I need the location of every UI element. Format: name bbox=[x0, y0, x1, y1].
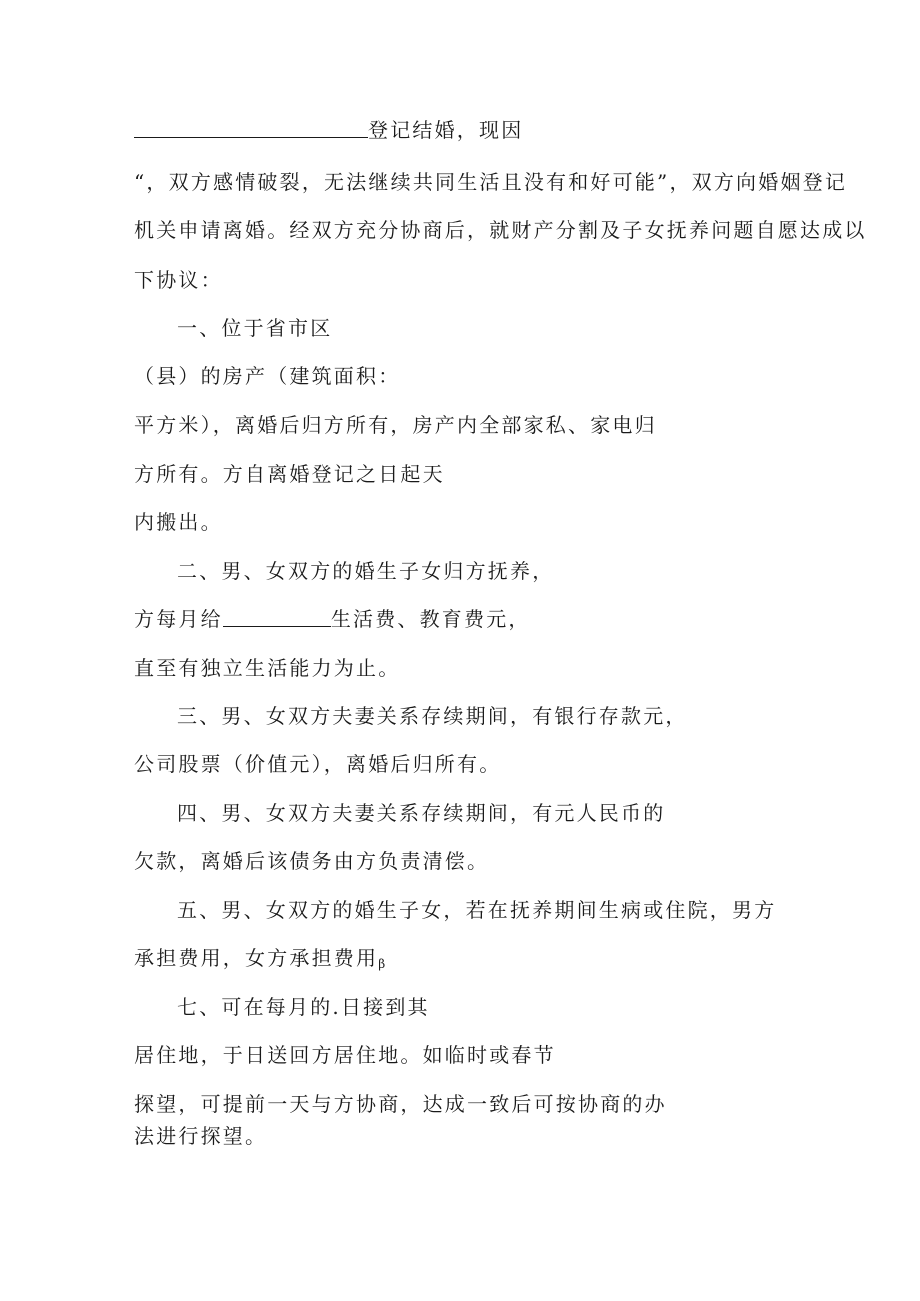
body-line: 直至有独立生活能力为止。 bbox=[134, 656, 401, 680]
marriage-registration-line bbox=[134, 118, 523, 142]
clause-two-heading: 二、男、女双方的婚生子女归方抚养， bbox=[177, 559, 555, 583]
clause-three-heading: 三、男、女双方夫妻关系存续期间，有银行存款元， bbox=[177, 704, 688, 728]
body-line: 公司股票（价值元），离婚后归所有。 bbox=[134, 752, 502, 776]
clause-one-heading: 一、位于省市区 bbox=[177, 316, 333, 340]
body-line: 探望，可提前一天与方协商，达成一致后可按协商的办 bbox=[134, 1092, 667, 1116]
stray-glyph: β bbox=[378, 957, 386, 971]
line-text: 登记结婚，现因 bbox=[368, 118, 524, 142]
body-line: 方所有。方自离婚登记之日起天 bbox=[134, 462, 445, 486]
clause-five-heading: 五、男、女双方的婚生子女，若在抚养期间生病或住院，男方 bbox=[177, 898, 777, 922]
line-text: 承担费用，女方承担费用 bbox=[134, 946, 379, 970]
body-line: 欠款，离婚后该债务由方负责清偿。 bbox=[134, 849, 490, 873]
body-line: 平方米），离婚后归方所有，房产内全部家私、家电归 bbox=[134, 413, 657, 437]
reason-line: “，双方感情破裂，无法继续共同生活且没有和好可能”，双方向婚姻登记 bbox=[134, 170, 848, 194]
line-text: 方每月给 bbox=[134, 607, 223, 631]
date-blank bbox=[134, 119, 368, 138]
medical-cost-line bbox=[134, 946, 385, 976]
line-text: 生活费、教育费元， bbox=[330, 607, 531, 631]
clause-seven-heading: 七、可在每月的.日接到其 bbox=[177, 995, 430, 1019]
body-line: （县）的房产（建筑面积： bbox=[134, 364, 401, 388]
child-support-line bbox=[134, 607, 531, 631]
body-line: 机关申请离婚。经双方充分协商后，就财产分割及子女抚养问题自愿达成以 bbox=[134, 218, 867, 242]
clause-four-heading: 四、男、女双方夫妻关系存续期间，有元人民币的 bbox=[177, 801, 666, 825]
amount-blank bbox=[223, 608, 331, 627]
body-line: 下协议： bbox=[134, 268, 223, 292]
body-line: 内搬出。 bbox=[134, 510, 223, 534]
body-line: 居住地，于日送回方居住地。如临时或春节 bbox=[134, 1043, 556, 1067]
body-line: 法进行探望。 bbox=[134, 1124, 268, 1148]
